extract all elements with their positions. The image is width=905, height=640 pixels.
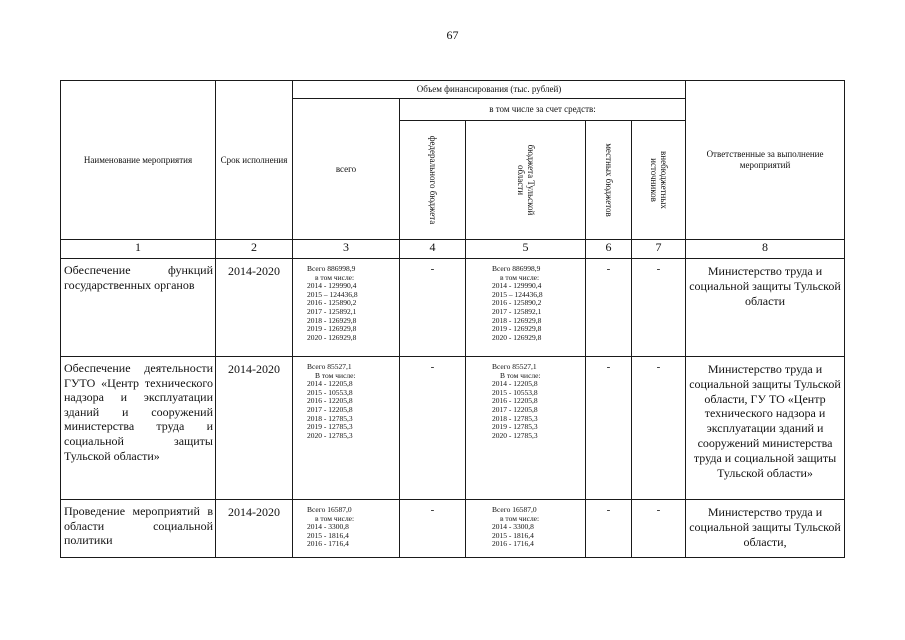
year-value: 2020 - 126929,8 bbox=[307, 332, 357, 342]
header-local bbox=[586, 121, 632, 240]
funding-table bbox=[60, 80, 845, 558]
year-value: 2019 - 12785,3 bbox=[492, 422, 538, 432]
extra-cell: - bbox=[632, 357, 686, 500]
year-value: 2017 - 125892,1 bbox=[492, 306, 542, 316]
header-term: Срок исполнения bbox=[216, 81, 293, 240]
regional-sub: в том числе: bbox=[500, 272, 540, 282]
regional-head: Всего 886998,9 bbox=[492, 264, 541, 273]
activity-name: Обеспечение деятельности ГУТО «Центр технического надзора и эксплуатации зданий и сооружений министерства труда и социальной защиты Тульской области» bbox=[61, 357, 216, 500]
year-value: 2015 - 10553,8 bbox=[307, 387, 353, 397]
column-number: 8 bbox=[686, 240, 845, 259]
year-value: 2017 - 12205,8 bbox=[307, 404, 353, 414]
column-number: 3 bbox=[293, 240, 400, 259]
year-value: 2016 - 12205,8 bbox=[492, 396, 538, 406]
responsible-cell: Министерство труда и социальной защиты Тульской области bbox=[686, 259, 845, 357]
header-total: всего bbox=[293, 99, 400, 240]
regional-cell bbox=[466, 357, 586, 500]
regional-head: Всего 85527,1 bbox=[492, 362, 537, 371]
column-number-row bbox=[61, 240, 845, 259]
total-head: Всего 886998,9 bbox=[307, 264, 356, 273]
total-head: Всего 85527,1 bbox=[307, 362, 352, 371]
year-value: 2019 - 126929,8 bbox=[307, 324, 357, 334]
year-value: 2018 - 126929,8 bbox=[307, 315, 357, 325]
total-cell bbox=[293, 500, 400, 558]
responsible-cell: Министерство труда и социальной защиты Тульской области, ГУ ТО «Центр технического надзора и эксплуатации зданий и сооружений министерства труда и социальной защиты Тульской области» bbox=[686, 357, 845, 500]
year-value: 2018 - 126929,8 bbox=[492, 315, 542, 325]
column-number: 7 bbox=[632, 240, 686, 259]
header-extra-label: внебюджетных источников bbox=[648, 151, 669, 209]
year-value: 2016 - 1716,4 bbox=[492, 539, 534, 549]
local-cell: - bbox=[586, 259, 632, 357]
column-number: 6 bbox=[586, 240, 632, 259]
total-cell bbox=[293, 357, 400, 500]
regional-sub: в том числе: bbox=[500, 513, 540, 523]
local-cell: - bbox=[586, 500, 632, 558]
header-local-label: местных бюджетов bbox=[603, 143, 614, 217]
year-value: 2015 - 10553,8 bbox=[492, 387, 538, 397]
table-row bbox=[61, 500, 845, 558]
year-value: 2014 - 129990,4 bbox=[492, 281, 542, 291]
total-sub: в том числе: bbox=[315, 272, 355, 282]
regional-sub: В том числе: bbox=[500, 370, 541, 380]
column-number: 4 bbox=[400, 240, 466, 259]
extra-cell: - bbox=[632, 259, 686, 357]
year-value: 2014 - 12205,8 bbox=[307, 379, 353, 389]
local-cell: - bbox=[586, 357, 632, 500]
year-value: 2019 - 126929,8 bbox=[492, 324, 542, 334]
regional-cell bbox=[466, 259, 586, 357]
activity-term: 2014-2020 bbox=[216, 500, 293, 558]
year-value: 2014 - 3300,8 bbox=[307, 522, 349, 532]
header-federal-label: федерального бюджета bbox=[427, 135, 438, 225]
column-number: 1 bbox=[61, 240, 216, 259]
column-number: 5 bbox=[466, 240, 586, 259]
header-including-group: в том числе за счет средств: bbox=[400, 99, 686, 121]
regional-head: Всего 16587,0 bbox=[492, 505, 537, 514]
table-row bbox=[61, 259, 845, 357]
activity-term: 2014-2020 bbox=[216, 357, 293, 500]
year-value: 2019 - 12785,3 bbox=[307, 422, 353, 432]
header-name: Наименование мероприятия bbox=[61, 81, 216, 240]
year-value: 2015 - 1816,4 bbox=[307, 530, 349, 540]
total-sub: в том числе: bbox=[315, 513, 355, 523]
year-value: 2016 - 125890,2 bbox=[307, 298, 357, 308]
federal-cell: - bbox=[400, 500, 466, 558]
total-head: Всего 16587,0 bbox=[307, 505, 352, 514]
year-value: 2020 - 126929,8 bbox=[492, 332, 542, 342]
year-value: 2018 - 12785,3 bbox=[307, 413, 353, 423]
table-row bbox=[61, 357, 845, 500]
year-value: 2016 - 12205,8 bbox=[307, 396, 353, 406]
year-value: 2018 - 12785,3 bbox=[492, 413, 538, 423]
federal-cell: - bbox=[400, 357, 466, 500]
header-federal bbox=[400, 121, 466, 240]
year-value: 2016 - 1716,4 bbox=[307, 539, 349, 549]
header-funding-group: Объем финансирования (тыс. рублей) bbox=[293, 81, 686, 99]
header-regional-label: бюджета Тульской области bbox=[515, 144, 536, 216]
year-value: 2015 – 124436,8 bbox=[492, 289, 543, 299]
activity-name: Обеспечение функций государственных органов bbox=[61, 259, 216, 357]
year-value: 2020 - 12785,3 bbox=[307, 430, 353, 440]
column-number: 2 bbox=[216, 240, 293, 259]
responsible-cell: Министерство труда и социальной защиты Тульской области, bbox=[686, 500, 845, 558]
year-value: 2014 - 129990,4 bbox=[307, 281, 357, 291]
header-regional bbox=[466, 121, 586, 240]
activity-name: Проведение мероприятий в области социальной политики bbox=[61, 500, 216, 558]
page-number: 67 bbox=[446, 28, 459, 42]
total-sub: В том числе: bbox=[315, 370, 356, 380]
year-value: 2015 – 124436,8 bbox=[307, 289, 358, 299]
year-value: 2014 - 12205,8 bbox=[492, 379, 538, 389]
year-value: 2015 - 1816,4 bbox=[492, 530, 534, 540]
federal-cell: - bbox=[400, 259, 466, 357]
extra-cell: - bbox=[632, 500, 686, 558]
year-value: 2016 - 125890,2 bbox=[492, 298, 542, 308]
total-cell bbox=[293, 259, 400, 357]
year-value: 2017 - 125892,1 bbox=[307, 306, 357, 316]
header-extra bbox=[632, 121, 686, 240]
activity-term: 2014-2020 bbox=[216, 259, 293, 357]
year-value: 2014 - 3300,8 bbox=[492, 522, 534, 532]
header-responsible: Ответственные за выполнение мероприятий bbox=[686, 81, 845, 240]
year-value: 2017 - 12205,8 bbox=[492, 404, 538, 414]
year-value: 2020 - 12785,3 bbox=[492, 430, 538, 440]
regional-cell bbox=[466, 500, 586, 558]
